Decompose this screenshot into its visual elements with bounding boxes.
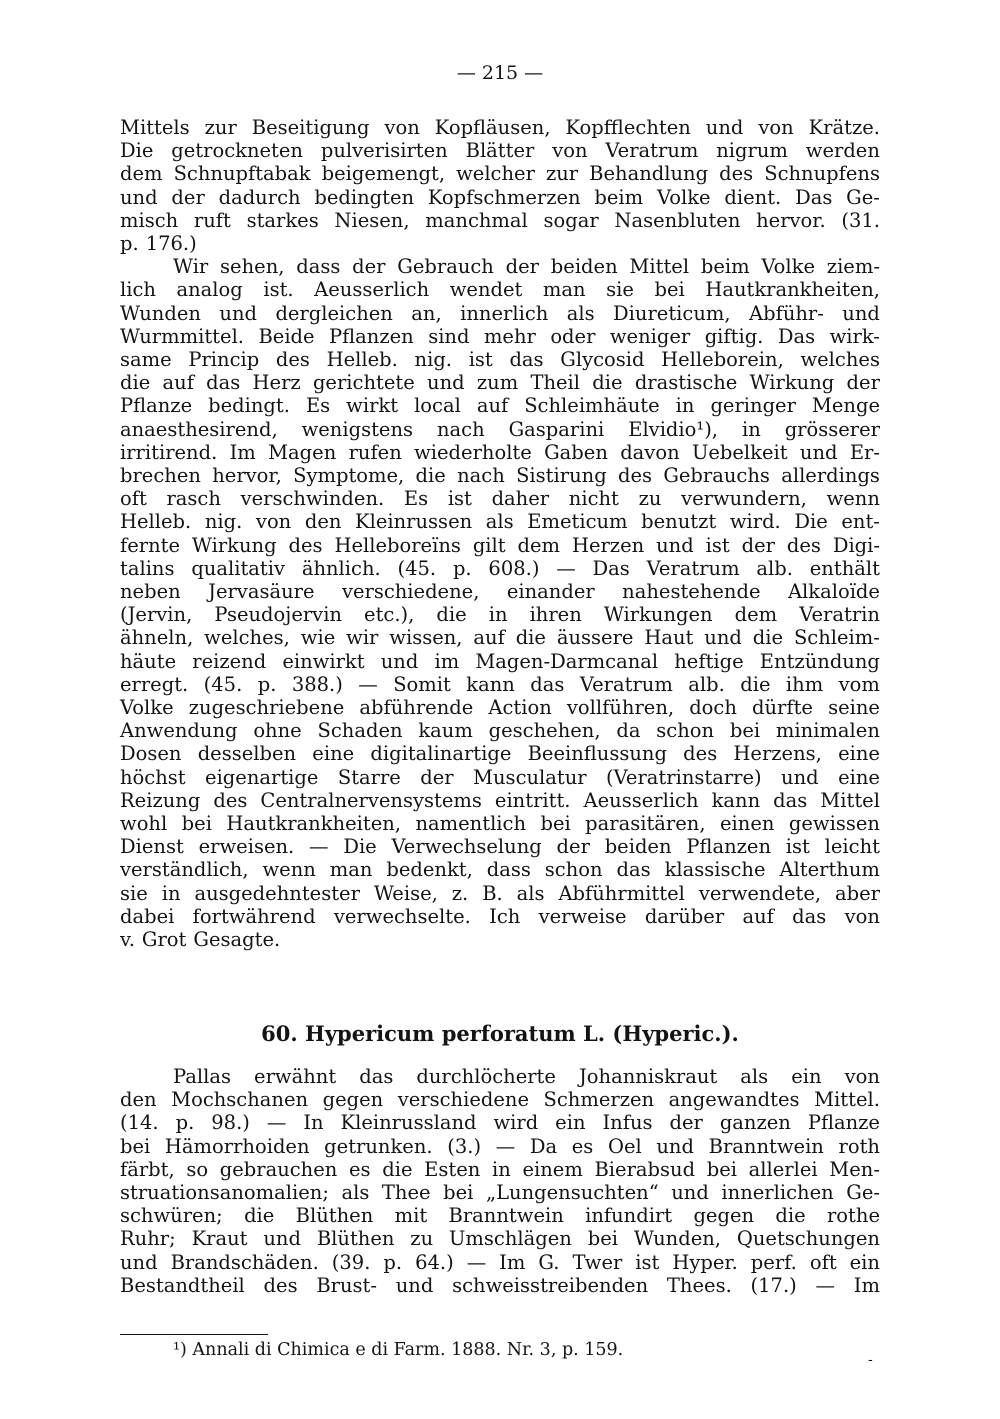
text-line: Pflanze bedingt. Es wirkt local auf Schleimhäute in geringer Menge xyxy=(120,394,880,418)
footnote-rule xyxy=(120,1334,268,1335)
text-line: lich analog ist. Aeusserlich wendet man sie bei Hautkrankheiten, xyxy=(120,278,880,302)
text-line: verständlich, wenn man bedenkt, dass schon das klassische Alterthum xyxy=(120,858,880,882)
footnote: ¹) Annali di Chimica e di Farm. 1888. Nr. 3, p. 159. xyxy=(173,1340,624,1360)
text-line: v. Grot Gesagte. xyxy=(120,928,281,951)
text-line: misch ruft starkes Niesen, manchmal sogar Nasenbluten hervor. (31. xyxy=(120,208,880,232)
text-line: und Brandschäden. (39. p. 64.) — Im G. Twer ist Hyper. perf. oft ein xyxy=(120,1250,880,1274)
page-number: — 215 — xyxy=(456,62,544,84)
text-line: Pallas erwähnt das durchlöcherte Johanniskraut als ein von xyxy=(173,1065,880,1088)
text-line: neben Jervasäure verschiedene, einander nahestehende Alkaloïde xyxy=(120,580,880,603)
text-line: dem Schnupftabak beigemengt, welcher zur Behandlung des Schnupfens xyxy=(120,162,880,186)
text-line: Wir sehen, dass der Gebrauch der beiden Mittel beim Volke ziem- xyxy=(173,255,880,279)
text-line: ähneln, welches, wie wir wissen, auf die äussere Haut und die Schleim- xyxy=(120,626,880,650)
text-line: färbt, so gebrauchen es die Esten in einem Bierabsud bei allerlei Men- xyxy=(120,1157,880,1181)
stray-mark: - xyxy=(868,1352,873,1368)
text-line: Volke zugeschriebene abführende Action vollführen, doch dürfte seine xyxy=(120,696,880,719)
section-heading: 60. Hypericum perforatum L. (Hyperic.). xyxy=(261,1021,739,1046)
text-line: schwüren; die Blüthen mit Branntwein infundirt gegen die rothe xyxy=(120,1204,880,1228)
text-line: sie in ausgedehntester Weise, z. B. als Abführmittel verwendete, aber xyxy=(120,881,880,905)
text-line: Wurmmittel. Beide Pflanzen sind mehr oder weniger giftig. Das wirk- xyxy=(120,324,880,348)
text-line: Reizung des Centralnervensystems eintritt. Aeusserlich kann das Mittel xyxy=(120,788,880,812)
text-line: (14. p. 98.) — In Kleinrussland wird ein Infus der ganzen Pflanze xyxy=(120,1111,880,1135)
text-line: same Princip des Helleb. nig. ist das Glycosid Helleborein, welches xyxy=(120,348,880,371)
text-line: dabei fortwährend verwechselte. Ich verweise darüber auf das von xyxy=(120,904,880,928)
text-line: und der dadurch bedingten Kopfschmerzen beim Volke dient. Das Ge- xyxy=(120,185,880,209)
text-line: Bestandtheil des Brust- und schweisstreibenden Thees. (17.) — Im xyxy=(120,1273,880,1297)
text-line: bei Hämorrhoiden getrunken. (3.) — Da es Oel und Branntwein roth xyxy=(120,1134,880,1158)
text-line: den Mochschanen gegen verschiedene Schmerzen angewandtes Mittel. xyxy=(120,1088,880,1112)
text-line: häute reizend einwirkt und im Magen-Darmcanal heftige Entzündung xyxy=(120,649,880,673)
text-line: p. 176.) xyxy=(120,232,197,255)
text-line: fernte Wirkung des Helleboreïns gilt dem Herzen und ist der des Digi- xyxy=(120,533,880,557)
text-line: erregt. (45. p. 388.) — Somit kann das Veratrum alb. die ihm vom xyxy=(120,672,880,696)
text-line: Mittels zur Beseitigung von Kopfläusen, Kopfflechten und von Krätze. xyxy=(120,116,880,139)
text-line: Die getrockneten pulverisirten Blätter von Veratrum nigrum werden xyxy=(120,139,880,163)
text-line: oft rasch verschwinden. Es ist daher nicht zu verwundern, wenn xyxy=(120,487,880,511)
text-line: Dienst erweisen. — Die Verwechselung der beiden Pflanzen ist leicht xyxy=(120,835,880,859)
text-line: Ruhr; Kraut und Blüthen zu Umschlägen bei Wunden, Quetschungen xyxy=(120,1227,880,1251)
text-line: irritirend. Im Magen rufen wiederholte Gaben davon Uebelkeit und Er- xyxy=(120,440,880,464)
text-line: brechen hervor, Symptome, die nach Sistirung des Gebrauchs allerdings xyxy=(120,464,880,487)
text-line: wohl bei Hautkrankheiten, namentlich bei parasitären, einen gewissen xyxy=(120,812,880,835)
text-line: talins qualitativ ähnlich. (45. p. 608.) — Das Veratrum alb. enthält xyxy=(120,556,880,580)
text-line: die auf das Herz gerichtete und zum Theil die drastische Wirkung der xyxy=(120,371,880,395)
text-line: (Jervin, Pseudojervin etc.), die in ihren Wirkungen dem Veratrin xyxy=(120,603,880,627)
text-line: Anwendung ohne Schaden kaum geschehen, da schon bei minimalen xyxy=(120,719,880,743)
text-line: Wunden und dergleichen an, innerlich als Diureticum, Abführ- und xyxy=(120,301,880,325)
text-line: anaesthesirend, wenigstens nach Gasparini Elvidio¹), in grösserer xyxy=(120,417,880,441)
text-line: Dosen desselben eine digitalinartige Beeinflussung des Herzens, eine xyxy=(120,742,880,766)
text-line: höchst eigenartige Starre der Musculatur (Veratrinstarre) und eine xyxy=(120,765,880,789)
text-line: Helleb. nig. von den Kleinrussen als Emeticum benutzt wird. Die ent- xyxy=(120,510,880,534)
text-line: struationsanomalien; als Thee bei „Lungensuchten“ und innerlichen Ge- xyxy=(120,1181,880,1204)
